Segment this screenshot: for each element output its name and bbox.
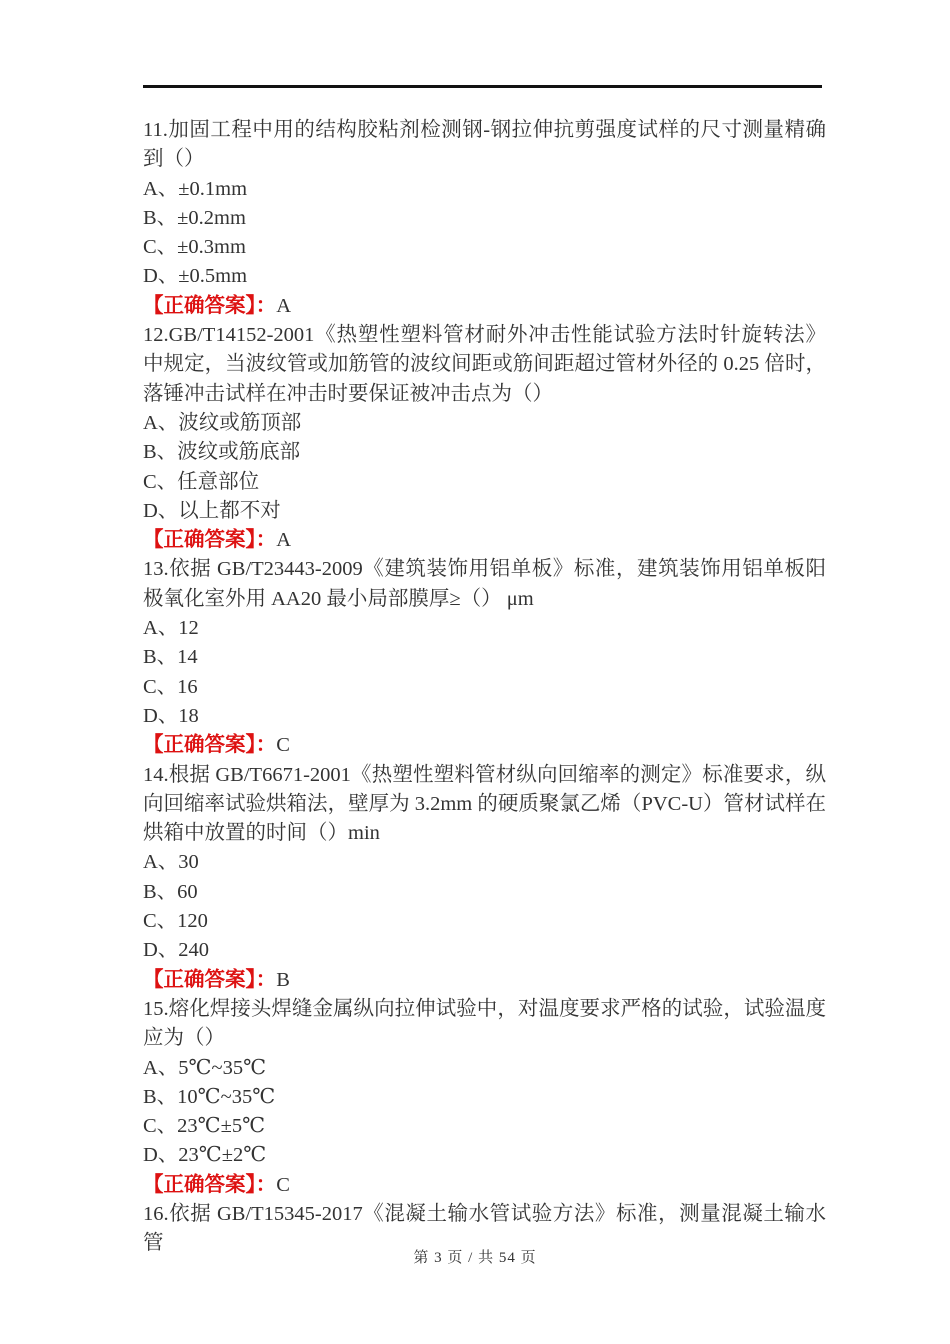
option-line: A、波纹或筋顶部 (143, 411, 302, 434)
option-line: A、5℃~35℃ (143, 1056, 267, 1079)
option-line: D、240 (143, 939, 210, 962)
question-block (143, 116, 826, 321)
question-stem (143, 555, 826, 614)
question-text: 加固工程中用的结构胶粘剂检测钢-钢拉伸抗剪强度试样的尺寸测量精确到（） (143, 119, 826, 171)
question-number: 12. (143, 324, 169, 347)
question-text: 依据 GB/T23443-2009《建筑装饰用铝单板》标准，建筑装饰用铝单板阳极氧化室外用 AA20 最小局部膜厚≥（） μm (143, 558, 826, 610)
question-number: 11. (143, 119, 168, 141)
option-line: C、任意部位 (143, 470, 260, 493)
correct-answer-label: 【正确答案】： (143, 529, 277, 552)
correct-answer-value: C (276, 734, 290, 757)
correct-answer-label: 【正确答案】： (143, 734, 277, 757)
question-text: 依据 GB/T15345-2017《混凝土输水管试验方法》标准，测量混凝土输水管 (143, 1202, 826, 1255)
page-indicator: 第 3 页 / 共 54 页 (413, 1250, 537, 1266)
correct-answer-value: A (276, 529, 292, 552)
question-block (143, 555, 826, 760)
option-line: C、23℃±5℃ (143, 1115, 266, 1138)
option-line: D、18 (143, 704, 199, 727)
option-line: C、120 (143, 910, 208, 933)
header-rule (143, 85, 822, 88)
question-stem (143, 995, 826, 1054)
question-text: GB/T14152-2001《热塑性塑料管材耐外冲击性能试验方法时针旋转法》中规定，当波纹管或加筋管的波纹间距或筋间距超过管材外径的 0.25 倍时，落锤冲击试样在冲击时要保证被冲击点为（） (143, 324, 826, 405)
correct-answer-label: 【正确答案】： (143, 294, 277, 317)
question-text: 根据 GB/T6671-2001《热塑性塑料管材纵向回缩率的测定》标准要求，纵向回缩率试验烘箱法，壁厚为 3.2mm 的硬质聚氯乙烯（PVC-U）管材试样在烘箱中放置的时间（）min (143, 763, 826, 845)
option-line: A、30 (143, 851, 199, 874)
answer-line (143, 526, 826, 555)
question-block (143, 995, 826, 1200)
correct-answer-label: 【正确答案】： (143, 1173, 277, 1196)
answer-line (143, 731, 826, 760)
question-number: 14. (143, 763, 169, 786)
correct-answer-value: A (276, 294, 292, 317)
option-line: D、以上都不对 (143, 499, 281, 522)
question-stem (143, 321, 826, 409)
option-line: D、±0.5mm (143, 265, 248, 288)
option-line: B、±0.2mm (143, 206, 246, 229)
option-line: D、23℃±2℃ (143, 1144, 267, 1167)
question-block (143, 321, 826, 555)
option-line: C、16 (143, 675, 198, 698)
question-number: 13. (143, 558, 169, 581)
option-line: B、10℃~35℃ (143, 1085, 276, 1108)
option-line: B、波纹或筋底部 (143, 441, 301, 464)
question-list (143, 116, 826, 1259)
option-line: C、±0.3mm (143, 236, 246, 259)
question-text: 熔化焊接头焊缝金属纵向拉伸试验中，对温度要求严格的试验，试验温度应为（） (143, 997, 826, 1050)
question-number: 15. (143, 997, 169, 1020)
correct-answer-value: B (276, 968, 290, 991)
question-number: 16. (143, 1202, 169, 1225)
option-line: A、12 (143, 617, 199, 640)
answer-line (143, 1171, 826, 1200)
answer-line (143, 966, 826, 995)
option-line: B、60 (143, 880, 198, 903)
option-line: B、14 (143, 646, 198, 669)
question-stem (143, 116, 826, 175)
option-line: A、±0.1mm (143, 177, 248, 200)
page-footer (0, 1246, 950, 1267)
correct-answer-value: C (276, 1173, 290, 1196)
question-stem (143, 761, 826, 849)
correct-answer-label: 【正确答案】： (143, 968, 277, 991)
question-block (143, 761, 826, 995)
answer-line (143, 292, 826, 321)
